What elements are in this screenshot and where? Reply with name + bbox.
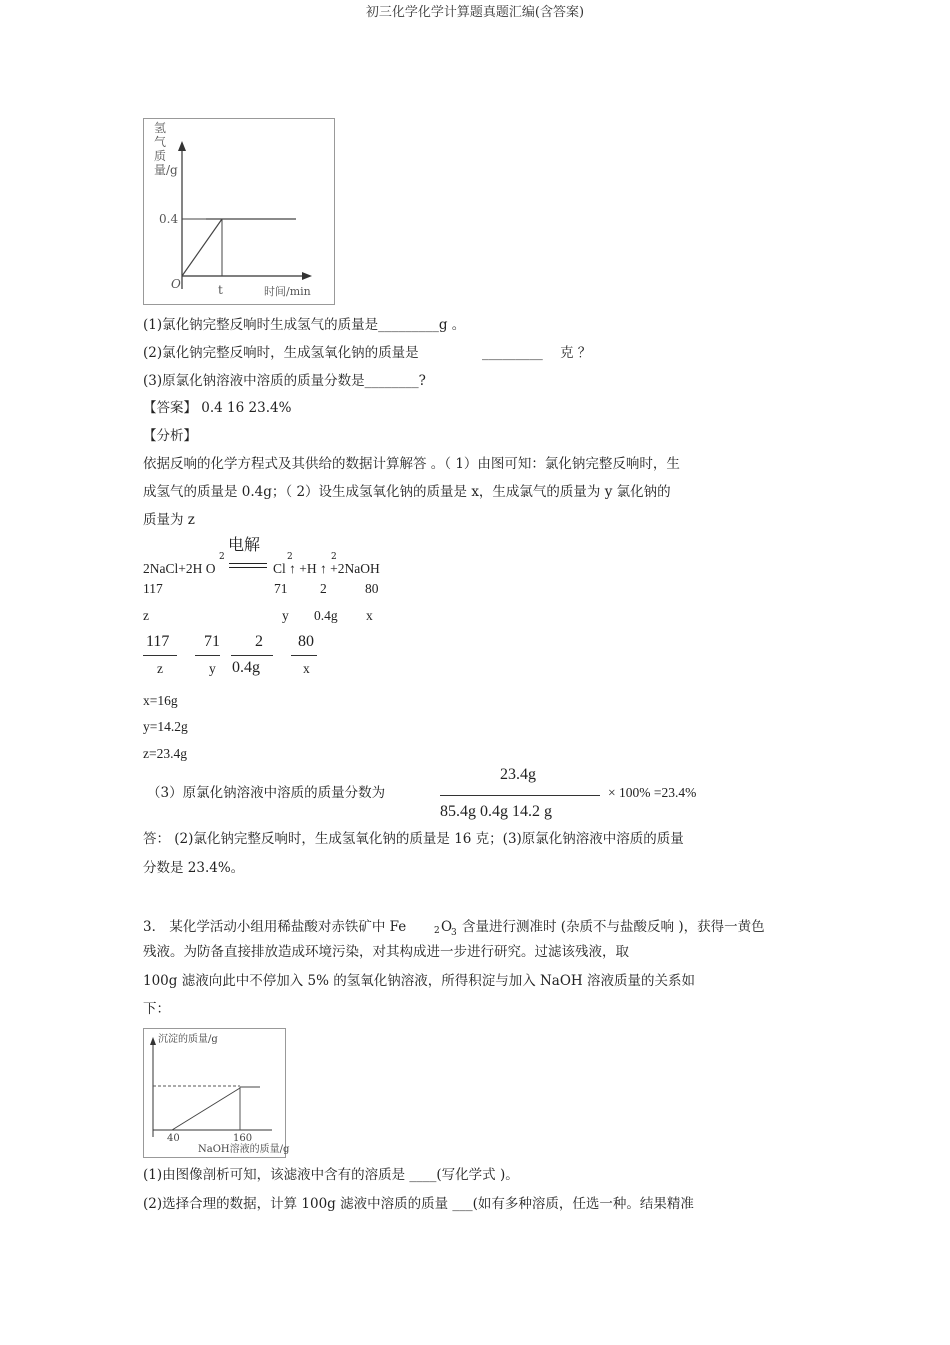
q3-line-1c: 含量进行测准时 (杂质不与盐酸反响 )，获得一黄色 <box>462 919 765 935</box>
rise-line <box>182 219 222 276</box>
equation-left: 2NaCl+2H O <box>143 561 216 576</box>
ratio-80: 80 <box>365 581 379 596</box>
frac-2-num: 2 <box>255 633 263 650</box>
page-header: 初三化学化学计算题真题汇编(含答案) <box>365 5 585 20</box>
q3-sub-question-1: (1)由图像剖析可知，该滤液中含有的溶质是 ____(写化学式 )。 <box>143 1167 519 1183</box>
x-tick-40: 40 <box>167 1133 180 1144</box>
q3-line-3: 100g 滤液向此中不停加入 5% 的氢氧化钠溶液，所得积淀与加入 NaOH 溶液质量的关系如 <box>143 973 695 989</box>
analysis-line-2: 成氢气的质量是 0.4g；（ 2）设生成氢氧化钠的质量是 x，生成氯气的质量为 y 氯化钠的 <box>143 484 671 500</box>
question-part-2c: 克 ？ <box>560 345 592 361</box>
part3-calc-denominator: 85.4g 0.4g 14.2 g <box>440 803 552 820</box>
conclusion-line-2: 分数是 23.4%。 <box>143 860 245 876</box>
x-tick-label: t <box>218 283 223 297</box>
precipitate-mass-chart <box>143 1028 290 1158</box>
question-part-2-blank: _________ <box>482 345 543 361</box>
frac-2-line <box>231 655 273 656</box>
ratio-71: 71 <box>274 581 288 596</box>
q3-line-1a: 3． 某化学活动小组用稀盐酸对赤铁矿中 Fe <box>143 919 407 935</box>
rise-line <box>172 1088 240 1130</box>
hydrogen-mass-chart <box>143 118 335 305</box>
origin-label: O <box>171 277 181 291</box>
q3-line-2: 残液。为防备直接排放造成环境污染，对其构成进一步进行研究。过滤该残液，取 <box>143 944 629 960</box>
equation-sub-h: 2 <box>331 552 337 562</box>
ratio-2: 2 <box>320 581 327 596</box>
var-x: x <box>366 608 373 623</box>
frac-80-num: 80 <box>298 633 314 650</box>
frac-80-den: x <box>303 661 310 676</box>
q3-fe-sub: 2 <box>434 926 440 936</box>
conclusion-line-1: 答： (2)氯化钠完整反响时，生成氢氧化钠的质量是 16 克；(3)原氯化钠溶液中溶质的质量 <box>143 831 684 847</box>
frac-71-den: y <box>209 661 216 676</box>
y-axis-arrow <box>178 141 186 151</box>
analysis-line-1: 依据反响的化学方程式及其供给的数据计算解答 。（ 1）由图可知：氯化钠完整反响时，生 <box>143 456 680 472</box>
frac-71-num: 71 <box>204 633 220 650</box>
var-y: y <box>282 608 289 623</box>
equation-condition: 电解 <box>228 535 261 554</box>
equation-sub-cl: 2 <box>287 552 293 562</box>
analysis-title: 【分析】 <box>143 428 197 444</box>
y-axis-label: 氢气质量/g <box>154 121 178 177</box>
x-axis-label: 时间/min <box>264 285 311 298</box>
analysis-line-3: 质量为 z <box>143 512 195 528</box>
equation-sub-water: 2 <box>219 552 225 562</box>
frac-117-num: 117 <box>146 633 170 650</box>
frac-80-line <box>291 655 317 656</box>
frac-71-line <box>195 655 220 656</box>
part3-calc-label: （3）原氯化钠溶液中溶质的质量分数为 <box>147 785 386 801</box>
q3-line-1b: O <box>441 919 453 935</box>
y-axis-arrow <box>150 1037 156 1045</box>
equation-right: Cl ↑ +H ↑ +2NaOH <box>273 561 380 576</box>
y-axis-label: 沉淀的质量/g <box>158 1034 218 1045</box>
result-y: y=14.2g <box>143 719 188 734</box>
frac-117-line <box>143 655 177 656</box>
question-part-3: (3)原氯化钠溶液中溶质的质量分数是________? <box>143 373 426 389</box>
x-tick-160: 160 <box>233 1133 253 1144</box>
question-part-1: (1)氯化钠完整反响时生成氢气的质量是_________g 。 <box>143 317 466 333</box>
q3-line-4: 下： <box>143 1001 170 1017</box>
question-part-2a: (2)氯化钠完整反响时，生成氢氧化钠的质量是 <box>143 345 419 361</box>
q3-sub-question-2: (2)选择合理的数据，计算 100g 滤液中溶质的质量 ___(如有多种溶质，任选一种。结果精准 <box>143 1196 694 1212</box>
x-axis-label: NaOH溶液的质量/g <box>198 1144 290 1155</box>
x-axis-arrow <box>302 272 312 280</box>
part3-calc-fraction-line <box>440 795 600 796</box>
frac-2-den: 0.4g <box>232 659 260 676</box>
frac-117-den: z <box>157 661 163 676</box>
equation-double-arrow <box>229 563 267 568</box>
var-04g: 0.4g <box>314 608 338 623</box>
part3-calc-numerator: 23.4g <box>500 766 536 783</box>
part3-calc-tail: × 100% =23.4% <box>608 785 697 800</box>
result-x: x=16g <box>143 693 178 708</box>
y-tick-label: 0.4 <box>159 212 179 226</box>
answer-line: 【答案】 0.4 16 23.4% <box>143 400 292 416</box>
result-z: z=23.4g <box>143 746 187 761</box>
ratio-117: 117 <box>143 581 163 596</box>
var-z: z <box>143 608 149 623</box>
q3-o-sub: 3 <box>451 928 457 938</box>
